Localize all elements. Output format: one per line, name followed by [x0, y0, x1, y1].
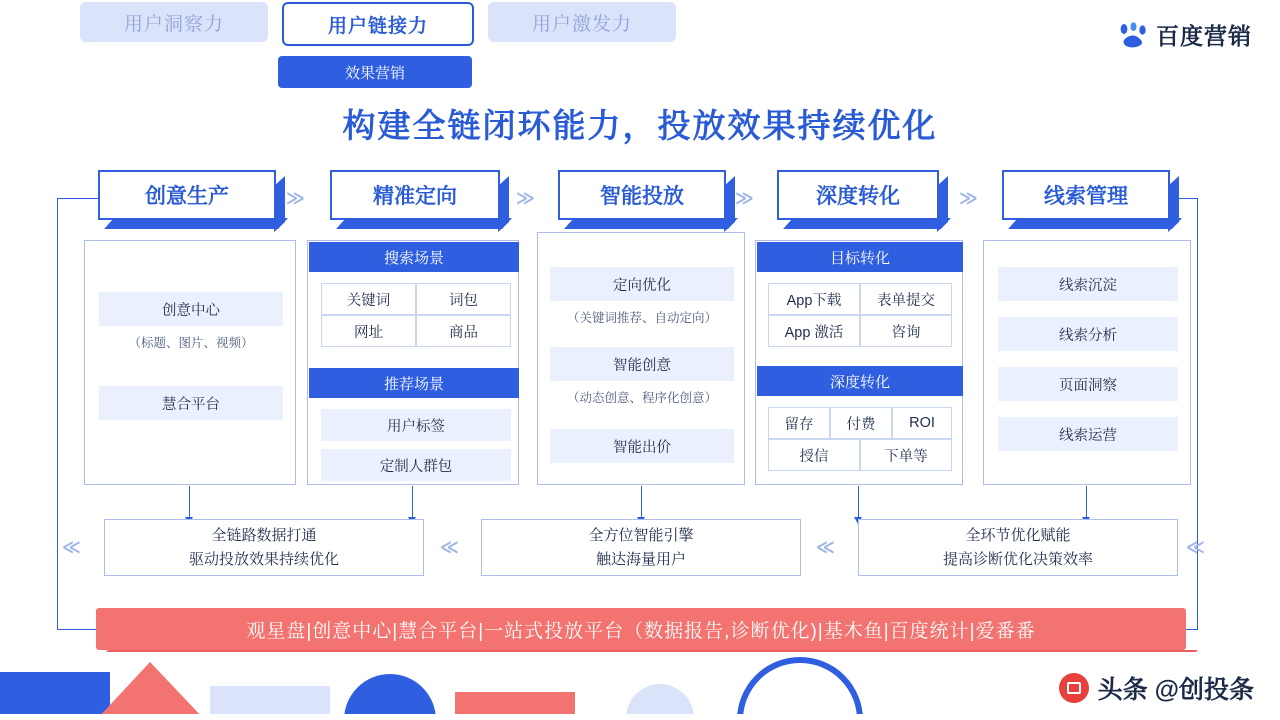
column-smart-delivery: [558, 170, 726, 220]
chevron-4-icon: ≫: [959, 188, 975, 208]
chip-order[interactable]: 下单等: [860, 439, 952, 471]
summary-line2: 触达海量用户: [595, 550, 686, 568]
toutiao-icon: [1059, 673, 1089, 703]
chip-custom-audience[interactable]: 定制人群包: [321, 449, 511, 481]
chevron-left-3-icon: ≪: [816, 537, 832, 557]
chip-keyword[interactable]: 关键词: [321, 283, 416, 315]
footer-brand: [1059, 670, 1254, 706]
tab-label: 用户链接力: [327, 15, 428, 37]
note-targeting-optimization: （关键词推荐、自动定向）: [566, 311, 717, 325]
frame-right-line: [1197, 198, 1198, 630]
down-arrow-2: [412, 486, 413, 518]
sub-tab-performance-marketing[interactable]: [278, 56, 472, 88]
chip-page-insight[interactable]: 页面洞察: [998, 367, 1178, 401]
chip-lead-accumulation[interactable]: 线索沉淀: [998, 267, 1178, 301]
chip-credit[interactable]: 授信: [768, 439, 860, 471]
chevron-left-1-icon: ≪: [62, 537, 78, 557]
chevron-3-icon: ≫: [735, 188, 751, 208]
logo-text: 百度营销: [1156, 23, 1252, 49]
chip-smart-creative[interactable]: 智能创意: [550, 347, 734, 381]
column-deep-conversion: [777, 170, 939, 220]
column-header-label: 线索管理: [1044, 185, 1128, 208]
chevron-2-icon: ≫: [516, 188, 532, 208]
sub-tab-label: 效果营销: [344, 64, 405, 82]
chip-targeting-optimization[interactable]: 定向优化: [550, 267, 734, 301]
chip-lead-operation[interactable]: 线索运营: [998, 417, 1178, 451]
column-header-label: 深度转化: [816, 185, 900, 208]
panel-creative-production: [84, 240, 296, 485]
summary-line2: 驱动投放效果持续优化: [188, 550, 339, 568]
down-arrow-1: [189, 486, 190, 518]
down-arrow-4: [858, 486, 859, 518]
bar-target-conversion: 目标转化: [757, 242, 963, 272]
chip-smart-bidding[interactable]: 智能出价: [550, 429, 734, 463]
platform-bar-label: 观星盘|创意中心|慧合平台|一站式投放平台（数据报告,诊断优化)|基木鱼|百度统计|爱番番: [246, 620, 1036, 642]
note-smart-creative: （动态创意、程序化创意）: [566, 391, 717, 405]
column-header[interactable]: [1002, 170, 1170, 220]
note-creative-center: （标题、图片、视频）: [128, 336, 254, 350]
column-creative-production: [98, 170, 276, 220]
chip-creative-center[interactable]: [99, 292, 283, 326]
bar-search-scene: 搜索场景: [309, 242, 519, 272]
tab-user-insight[interactable]: [80, 2, 268, 42]
chip-consult[interactable]: 咨询: [860, 315, 952, 347]
chip-user-tag[interactable]: 用户标签: [321, 409, 511, 441]
column-header[interactable]: [777, 170, 939, 220]
baidu-paw-icon: [1118, 22, 1148, 48]
panel-precise-targeting: [307, 240, 519, 485]
bar-deep-conversion: 深度转化: [757, 366, 963, 396]
footer-brand-label: 头条 @创投条: [1097, 676, 1254, 704]
column-header-label: 智能投放: [600, 185, 684, 208]
summary-box-optimization: [858, 519, 1178, 576]
tab-user-activation[interactable]: [488, 2, 676, 42]
panel-smart-delivery: [537, 232, 745, 485]
chip-label: 慧合平台: [162, 396, 220, 413]
summary-line1: 全链路数据打通: [211, 527, 317, 545]
tab-user-connection[interactable]: [282, 2, 474, 46]
column-header-label: 精准定向: [373, 185, 457, 208]
column-precise-targeting: [330, 170, 500, 220]
page-title: 构建全链闭环能力，投放效果持续优化: [342, 107, 938, 144]
column-header-label: 创意生产: [145, 185, 229, 208]
down-arrow-3: [641, 486, 642, 518]
chevron-left-4-icon: ≪: [1186, 537, 1202, 557]
top-tab-bar: [80, 2, 676, 46]
bar-recommend-scene: 推荐场景: [309, 368, 519, 398]
frame-left-line: [57, 198, 58, 630]
column-lead-management: [1002, 170, 1170, 220]
chip-app-activate[interactable]: App 激活: [768, 315, 860, 347]
tab-label: 用户洞察力: [123, 13, 224, 35]
summary-box-data: [104, 519, 424, 576]
chip-form-submit[interactable]: 表单提交: [860, 283, 952, 315]
chip-label: 创意中心: [162, 302, 220, 319]
chip-huihe-platform[interactable]: [99, 386, 283, 420]
chip-roi[interactable]: ROI: [892, 407, 952, 439]
chevron-left-2-icon: ≪: [440, 537, 456, 557]
chip-lead-analysis[interactable]: 线索分析: [998, 317, 1178, 351]
chevron-1-icon: ≫: [286, 188, 302, 208]
frame-bottom-left-stub: [57, 629, 101, 630]
brand-logo: [1118, 18, 1252, 51]
summary-box-engine: [481, 519, 801, 576]
chip-app-download[interactable]: App下载: [768, 283, 860, 315]
column-header[interactable]: [558, 170, 726, 220]
platform-bar[interactable]: [96, 608, 1186, 650]
chip-retention[interactable]: 留存: [768, 407, 830, 439]
summary-line2: 提高诊断优化决策效率: [942, 550, 1093, 568]
chip-word-pack[interactable]: 词包: [416, 283, 511, 315]
down-arrow-5: [1086, 486, 1087, 518]
summary-line1: 全环节优化赋能: [965, 527, 1071, 545]
tab-label: 用户激发力: [531, 13, 632, 35]
summary-line1: 全方位智能引擎: [588, 527, 694, 545]
chip-payment[interactable]: 付费: [830, 407, 892, 439]
chip-url[interactable]: 网址: [321, 315, 416, 347]
column-header[interactable]: [98, 170, 276, 220]
column-header[interactable]: [330, 170, 500, 220]
chip-product[interactable]: 商品: [416, 315, 511, 347]
panel-deep-conversion: [755, 240, 963, 485]
panel-lead-management: [983, 240, 1191, 485]
